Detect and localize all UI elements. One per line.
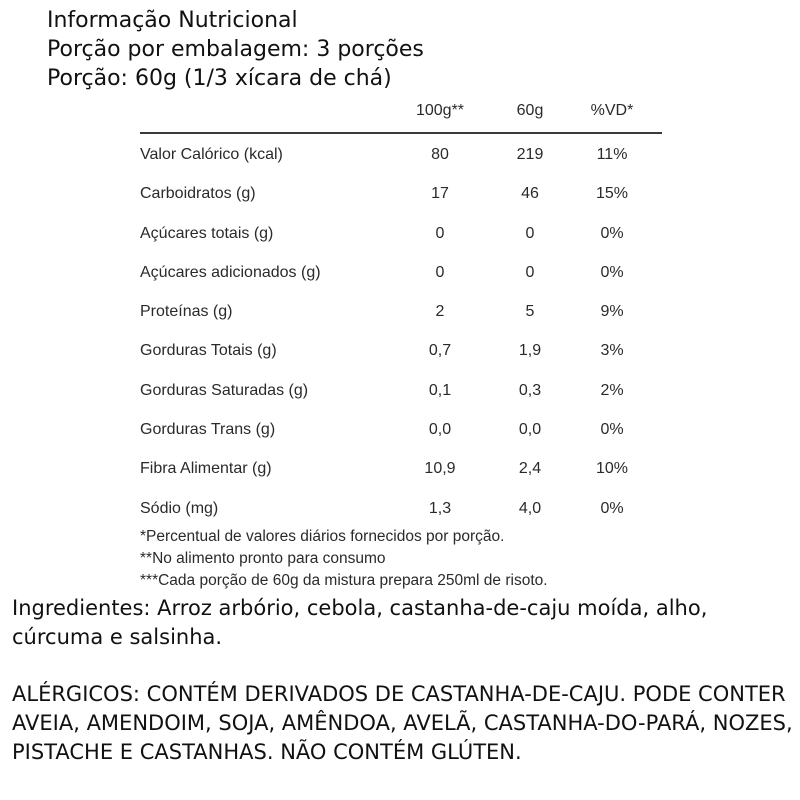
value-per-100g: 0 (435, 224, 445, 242)
nutrient-label: Fibra Alimentar (g) (140, 460, 272, 478)
nutrient-label: Carboidratos (g) (140, 185, 256, 203)
value-per-100g: 80 (431, 146, 449, 163)
column-header-60g: 60g (516, 102, 544, 119)
column-header-100g: 100g** (415, 102, 465, 119)
table-row (140, 213, 662, 252)
value-per-60g: 219 (516, 146, 544, 163)
nutrient-label: Açúcares totais (g) (140, 224, 274, 242)
table-row (140, 370, 662, 409)
value-per-60g: 0 (525, 263, 535, 281)
ingredients-text: Ingredientes: Arroz arbório, cebola, castanha-de-caju moída, alho, cúrcuma e salsinha. (12, 596, 708, 649)
value-per-100g: 2 (435, 303, 445, 321)
value-per-100g: 0,1 (428, 381, 452, 399)
value-per-100g: 17 (431, 185, 449, 203)
table-header-row (140, 94, 662, 134)
table-row (140, 252, 662, 291)
allergens-text: ALÉRGICOS: CONTÉM DERIVADOS DE CASTANHA-DE-CAJU. PODE CONTER AVEIA, AMENDOIM, SOJA, AMÊNDOA, AVELÃ, CASTANHA-DO-PARÁ, NOZES, PISTACHE E CASTANHAS. NÃO CONTÉM GLÚTEN. (12, 682, 793, 764)
value-daily-percent: 2% (600, 381, 624, 399)
value-daily-percent: 0% (600, 499, 624, 517)
nutrition-table (140, 94, 662, 527)
table-row (140, 409, 662, 448)
value-daily-percent: 11% (596, 146, 628, 163)
nutrition-title: Informação Nutricional (47, 8, 298, 33)
footnotes (140, 526, 548, 592)
value-per-60g: 5 (525, 303, 535, 321)
column-header-vd: %VD* (590, 102, 634, 119)
value-daily-percent: 10% (595, 460, 629, 478)
value-per-60g: 0 (525, 224, 535, 242)
value-daily-percent: 0% (600, 421, 624, 439)
nutrient-label: Gorduras Totais (g) (140, 342, 277, 360)
footnote-ready-to-eat: **No alimento pronto para consumo (140, 550, 386, 567)
value-daily-percent: 0% (600, 263, 624, 281)
nutrient-label: Valor Calórico (kcal) (140, 146, 283, 163)
value-per-100g: 0,0 (428, 421, 452, 439)
value-per-60g: 1,9 (518, 342, 542, 360)
nutrient-label: Açúcares adicionados (g) (140, 263, 321, 281)
value-daily-percent: 15% (595, 185, 629, 203)
table-row (140, 488, 662, 527)
servings-per-package: Porção por embalagem: 3 porções (47, 37, 424, 62)
nutrient-label: Proteínas (g) (140, 303, 233, 321)
table-row (140, 134, 662, 173)
value-per-100g: 10,9 (424, 460, 456, 478)
footnote-preparation: ***Cada porção de 60g da mistura prepara 250ml de risoto. (140, 572, 548, 589)
value-per-60g: 4,0 (518, 499, 542, 517)
table-row (140, 330, 662, 369)
value-per-60g: 0,0 (518, 421, 542, 439)
table-row (140, 291, 662, 330)
value-per-60g: 0,3 (518, 381, 542, 399)
value-daily-percent: 9% (600, 303, 624, 321)
table-row (140, 448, 662, 487)
value-per-100g: 0 (435, 263, 445, 281)
table-body (140, 134, 662, 527)
value-per-60g: 2,4 (518, 460, 542, 478)
nutrition-header (47, 6, 424, 93)
footnote-vd: *Percentual de valores diários fornecidos por porção. (140, 528, 505, 545)
nutrient-label: Gorduras Trans (g) (140, 421, 276, 439)
nutrient-label: Gorduras Saturadas (g) (140, 381, 309, 399)
table-row (140, 173, 662, 212)
value-per-60g: 46 (521, 185, 539, 203)
value-per-100g: 0,7 (428, 342, 452, 360)
nutrient-label: Sódio (mg) (140, 499, 219, 517)
value-per-100g: 1,3 (428, 499, 452, 517)
value-daily-percent: 0% (600, 224, 624, 242)
serving-size: Porção: 60g (1/3 xícara de chá) (47, 66, 392, 91)
value-daily-percent: 3% (600, 342, 624, 360)
